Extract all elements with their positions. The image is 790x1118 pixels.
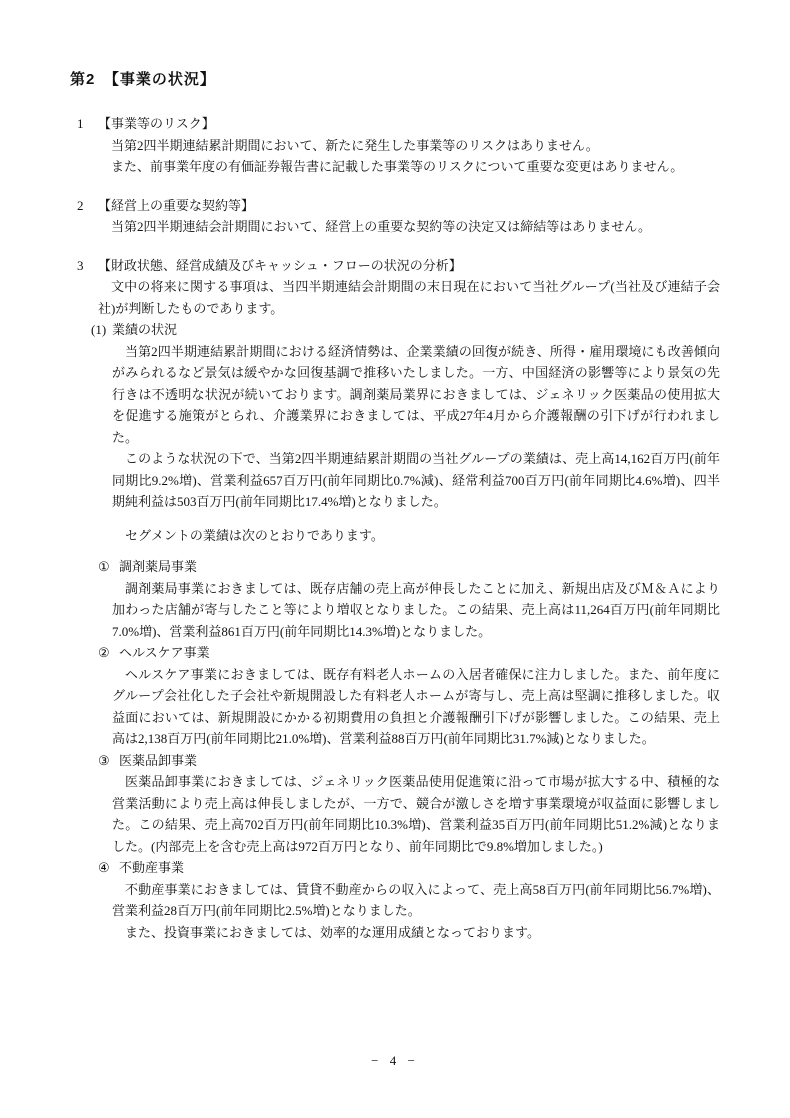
paragraph: また、投資事業におきましては、効率的な運用成績となっております。: [125, 924, 540, 940]
section-material-contracts: [70, 195, 720, 238]
page-title: 第2 【事業の状況】: [70, 71, 216, 88]
section-title: 【財政状態、経営成績及びキャッシュ・フローの状況の分析】: [98, 257, 462, 273]
segment-marker: ④: [98, 860, 110, 875]
segment-title: ヘルスケア事業: [119, 645, 210, 660]
subsection-title: 業績の状況: [112, 322, 178, 337]
paragraph: ヘルスケア事業におきましては、既存有料老人ホームの入居者確保に注力しました。また、前年度にグループ会社化した子会社や新規開設した有料老人ホームが寄与し、売上高は堅調に推移しました。収益面においては、新規開設にかかる初期費用の負担と介護報酬引下げが影響しました。この結果、売上高は2,138百万円(前年同期比21.0%増)、営業利益88百万円(前年同期比31.7%減)となりました。: [112, 666, 720, 746]
subsection-heading: [91, 319, 720, 341]
paragraph: また、前事業年度の有価証券報告書に記載した事業等のリスクについて重要な変更はありません。: [111, 159, 684, 174]
section-heading: [70, 113, 720, 135]
segment-title: 調剤薬局事業: [119, 559, 198, 574]
section-number: 2: [77, 197, 84, 213]
segment-heading-realestate: [98, 857, 720, 879]
paragraph: 当第2四半期連結会計期間において、経営上の重要な契約等の決定又は締結等はありません。: [111, 219, 652, 234]
paragraph: 調剤薬局事業におきましては、既存店舗の売上高が伸長したことに加え、新規出店及びＭ＆Ａにより加わった店舗が寄与したこと等により増収となりました。この結果、売上高は11,264百万円(前年同期比7.0%増)、営業利益861百万円(前年同期比14.3%増)となりました。: [112, 580, 720, 639]
segment-heading-healthcare: [98, 642, 720, 664]
section-number: 3: [77, 257, 84, 273]
segment-marker: ②: [98, 645, 110, 660]
section-financial-analysis: [70, 255, 720, 944]
section-heading: [70, 195, 720, 217]
segment-marker: ①: [98, 559, 110, 574]
segment-heading-pharmacy: [98, 556, 720, 578]
section-number: 1: [77, 116, 84, 131]
paragraph: 当第2四半期連結累計期間において、新たに発生した事業等のリスクはありません。: [111, 137, 599, 153]
section-business-risks: [70, 113, 720, 178]
page-number: − 4 −: [371, 1053, 419, 1068]
segment-title: 医薬品卸事業: [119, 752, 198, 768]
segment-title: 不動産事業: [119, 860, 185, 875]
paragraph: 文中の将来に関する事項は、当四半期連結会計期間の末日現在において当社グループ(当社及び連結子会社)が判断したものであります。: [98, 279, 720, 316]
paragraph: 不動産事業におきましては、賃貸不動産からの収入によって、売上高58百万円(前年同期比56.7%増)、営業利益28百万円(前年同期比2.5%増)となりました。: [112, 881, 720, 918]
section-title: 【経営上の重要な契約等】: [98, 197, 255, 213]
segment-intro: セグメントの業績は次のとおりであります。: [125, 527, 384, 543]
subsection-label: (1): [91, 322, 107, 337]
segment-marker: ③: [98, 752, 110, 768]
section-title: 【事業等のリスク】: [98, 116, 215, 131]
section-heading: [70, 255, 720, 277]
paragraph: 当第2四半期連結累計期間における経済情勢は、企業業績の回復が続き、所得・雇用環境にも改善傾向がみられるなど景気は緩やかな回復基調で推移いたしました。一方、中国経済の影響等により景気の先行きは不透明な状況が続いております。調剤薬局業界におきましては、ジェネリック医薬品の使用拡大を促進する施策がとられ、介護業界におきましては、平成27年4月から介護報酬の引下げが行われました。: [112, 343, 720, 445]
segment-heading-wholesale: [98, 750, 720, 772]
paragraph: このような状況の下で、当第2四半期連結累計期間の当社グループの業績は、売上高14,162百万円(前年同期比9.2%増)、営業利益657百万円(前年同期比0.7%減)、経常利益700百万円(前年同期比4.6%増)、四半期純利益は503百万円(前年同期比17.4%増)となりました。: [112, 451, 720, 509]
paragraph: 医薬品卸事業におきましては、ジェネリック医薬品使用促進策に沿って市場が拡大する中、積極的な営業活動により売上高は伸長しましたが、一方で、競合が激しさを増す事業環境が収益面に影響しました。この結果、売上高702百万円(前年同期比10.3%増)、営業利益35百万円(前年同期比51.2%減)となりました。(内部売上を含む売上高は972百万円となり、前年同期比で9.8%増加しました。): [112, 774, 720, 854]
